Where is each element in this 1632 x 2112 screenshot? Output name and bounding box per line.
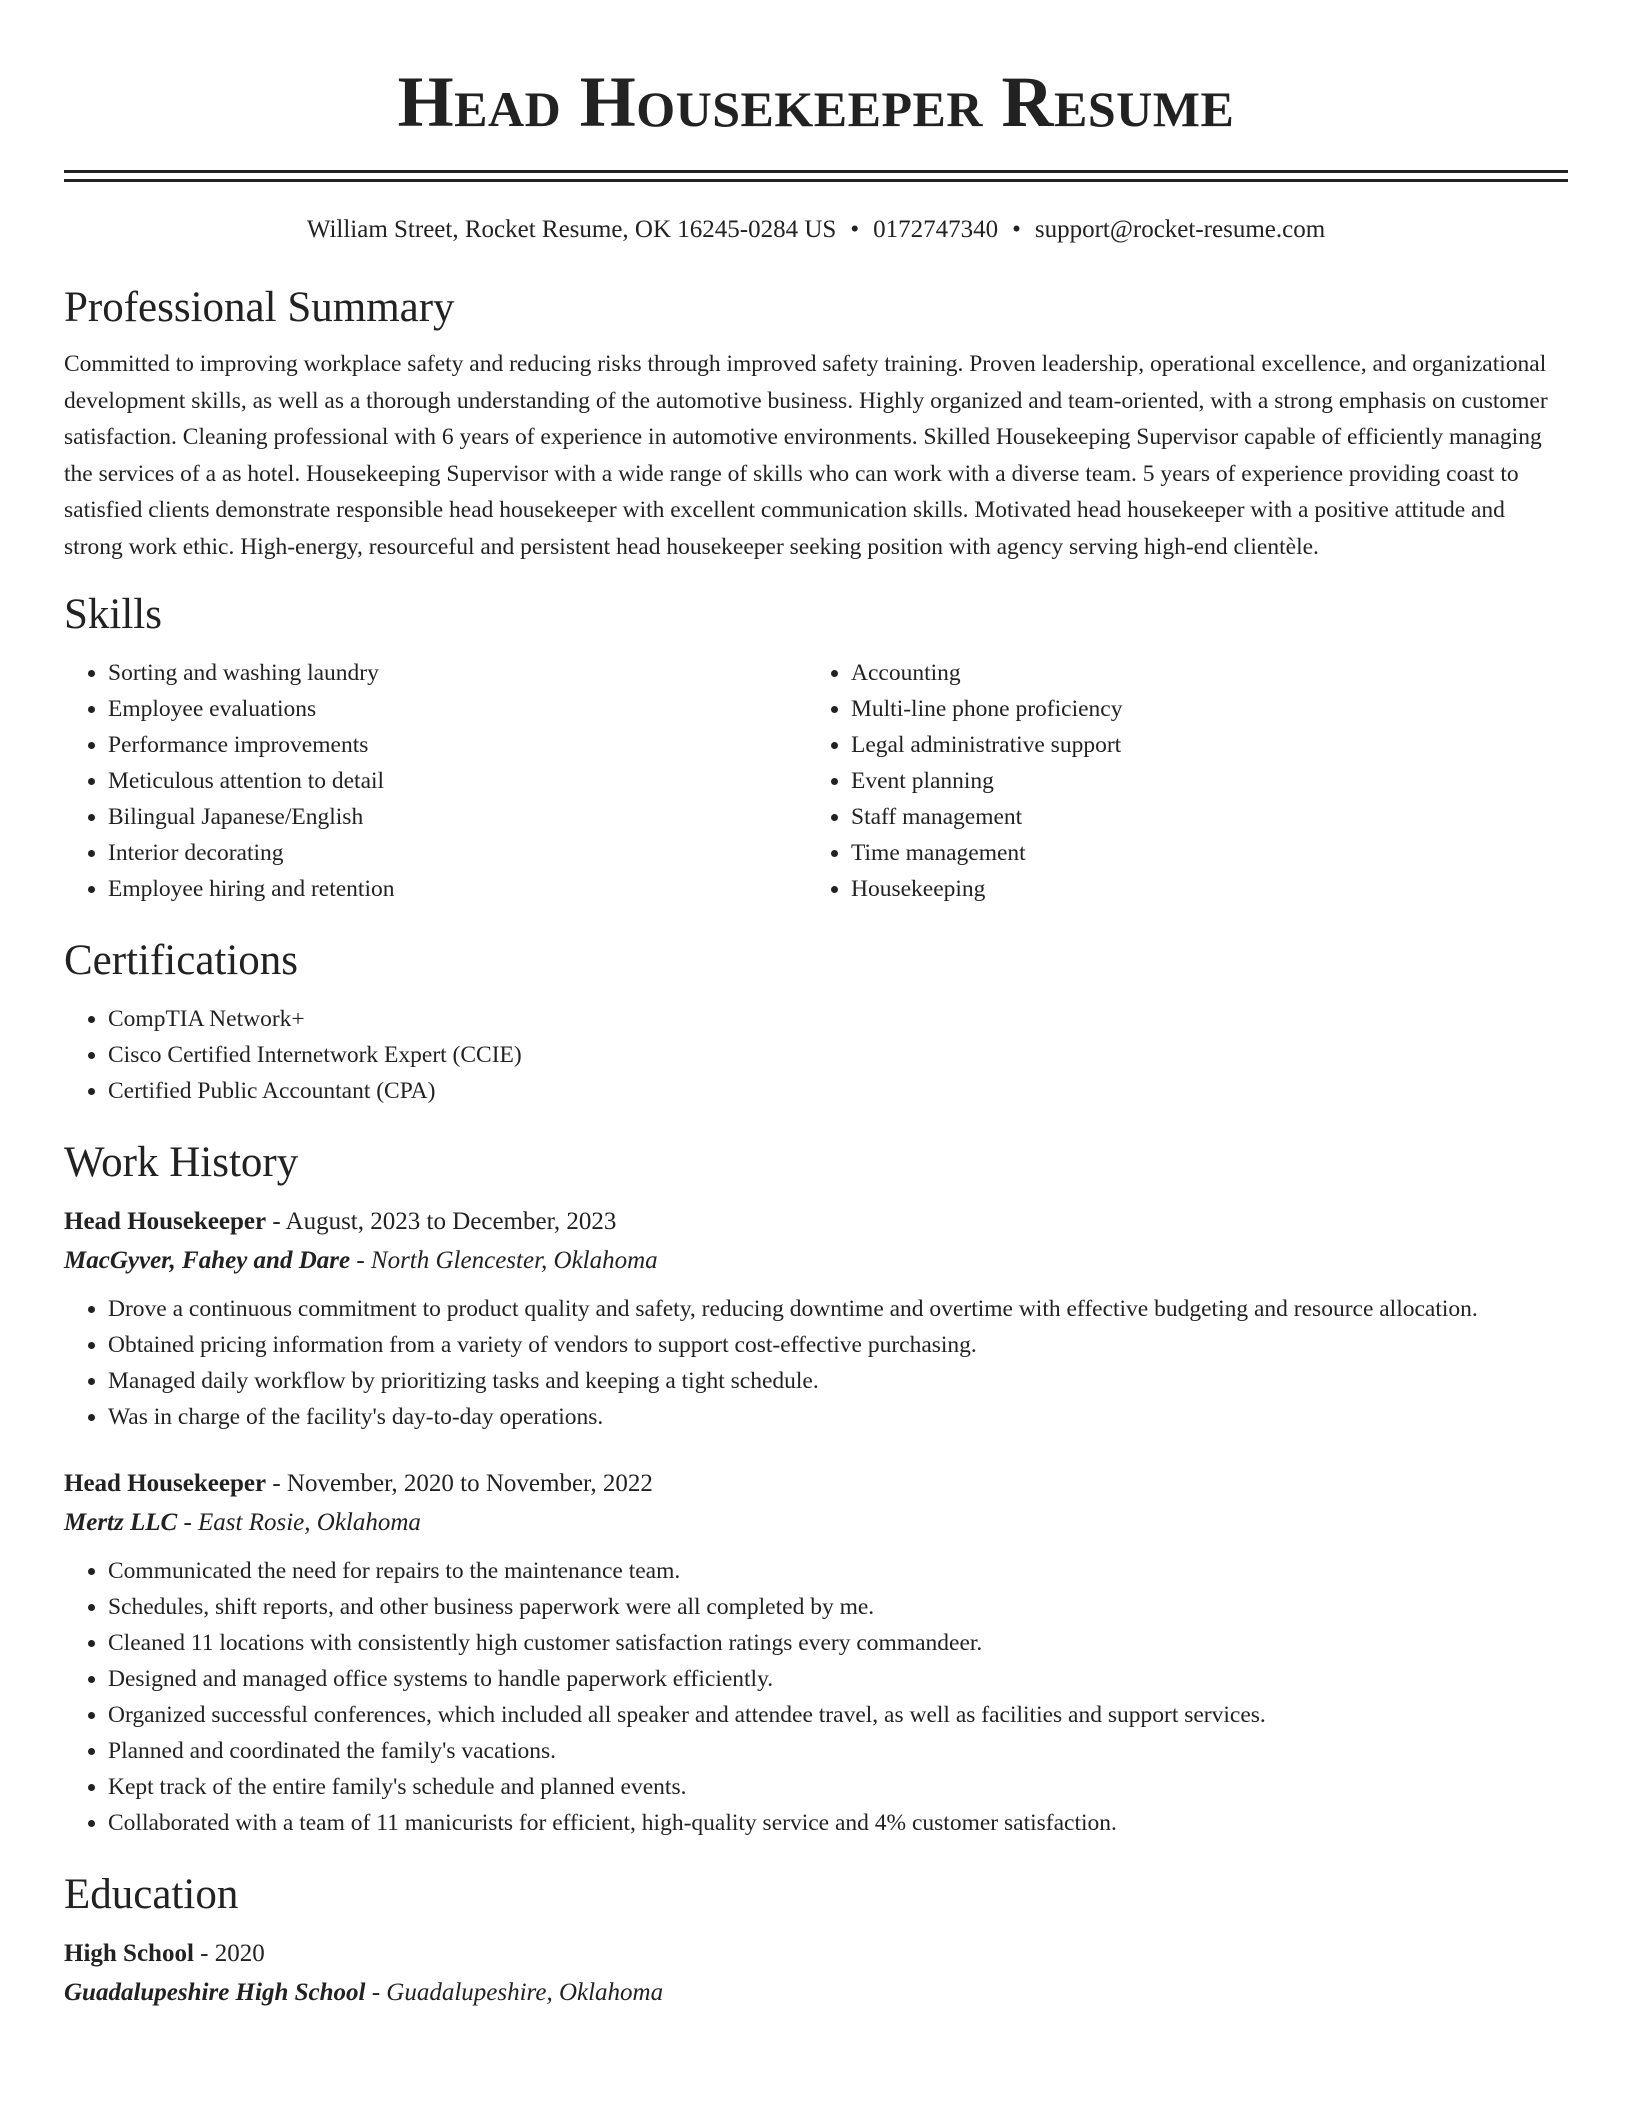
skill-item: • Staff management — [851, 799, 1550, 835]
job-bullet: • Schedules, shift reports, and other business paperwork were all completed by me. — [108, 1589, 1568, 1625]
skills-column-left — [64, 655, 807, 907]
education-section — [64, 1867, 1568, 2013]
skills-list-right — [807, 655, 1550, 907]
education-degree: High School — [64, 1940, 194, 1967]
job-company: MacGyver, Fahey and Dare — [64, 1247, 351, 1274]
education-school: Guadalupeshire High School — [64, 1979, 366, 2006]
job-bullet: • Obtained pricing information from a variety of vendors to support cost-effective purchasing. — [108, 1327, 1568, 1363]
job-bullet: • Cleaned 11 locations with consistently high customer satisfaction ratings every commandeer. — [108, 1625, 1568, 1661]
job-dates: - November, 2020 to November, 2022 — [266, 1470, 653, 1497]
skills-section — [64, 587, 1568, 907]
job-role: Head Housekeeper — [64, 1208, 267, 1235]
job-location: - North Glencester, Oklahoma — [350, 1247, 658, 1274]
job-company-line — [64, 1241, 1568, 1281]
work-history-heading: Work History — [64, 1139, 299, 1186]
job-company: Mertz LLC — [64, 1509, 178, 1536]
skill-item: • Time management — [851, 835, 1550, 871]
job-bullet: • Kept track of the entire family's schedule and planned events. — [108, 1769, 1568, 1805]
certification-item: • CompTIA Network+ — [108, 1001, 1568, 1037]
job-dates: - August, 2023 to December, 2023 — [266, 1208, 617, 1235]
skill-item: • Bilingual Japanese/English — [108, 799, 807, 835]
job-entry — [64, 1465, 1568, 1841]
job-bullet: • Was in charge of the facility's day-to-day operations. — [108, 1399, 1568, 1435]
summary-text: Committed to improving workplace safety and reducing risks through improved safety training. Proven leadership, operational excellence, and organizational development skills, as well as a thorough understanding of the automotive business. Highly organized and team-oriented, with a strong emphasis on customer satisfaction. Cleaning professional with 6 years of experience in automotive environments. Skilled Housekeeping Supervisor capable of efficiently managing the services of a as hotel. Housekeeping Supervisor with a wide range of skills who can work with a diverse team. 5 years of experience providing coast to satisfied clients demonstrate responsible head housekeeper with excellent communication skills. Motivated head housekeeper with a positive attitude and strong work ethic. High-energy, resourceful and persistent head housekeeper seeking position with agency serving high-end clientèle. — [64, 351, 1548, 560]
certifications-list — [64, 1001, 1568, 1109]
skill-item: • Employee hiring and retention — [108, 871, 807, 907]
contact-email: support@rocket-resume.com — [1034, 216, 1326, 243]
summary-heading: Professional Summary — [64, 284, 455, 331]
education-degree-line — [64, 1935, 1568, 1973]
job-bullet: • Designed and managed office systems to handle paperwork efficiently. — [108, 1661, 1568, 1697]
work-history-section — [64, 1135, 1568, 1841]
job-bullet: • Planned and coordinated the family's vacations. — [108, 1733, 1568, 1769]
job-title-line — [64, 1465, 1568, 1503]
certifications-heading: Certifications — [64, 937, 299, 984]
skills-column-right — [807, 655, 1550, 907]
skill-item: • Meticulous attention to detail — [108, 763, 807, 799]
skills-grid — [64, 655, 1568, 907]
contact-line — [64, 212, 1568, 248]
skill-item: • Event planning — [851, 763, 1550, 799]
skill-item: • Accounting — [851, 655, 1550, 691]
skill-item: • Employee evaluations — [108, 691, 807, 727]
contact-separator: • — [1012, 216, 1021, 243]
skill-item: • Performance improvements — [108, 727, 807, 763]
job-role: Head Housekeeper — [64, 1470, 267, 1497]
skill-item: • Interior decorating — [108, 835, 807, 871]
certification-item: • Cisco Certified Internetwork Expert (CCIE) — [108, 1037, 1568, 1073]
job-bullet: • Drove a continuous commitment to product quality and safety, reducing downtime and overtime with effective budgeting and resource allocation. — [108, 1291, 1568, 1327]
certification-item: • Certified Public Accountant (CPA) — [108, 1073, 1568, 1109]
job-bullet: • Managed daily workflow by prioritizing tasks and keeping a tight schedule. — [108, 1363, 1568, 1399]
summary-section — [64, 280, 1568, 565]
job-bullet: • Collaborated with a team of 11 manicurists for efficient, high-quality service and 4% customer satisfaction. — [108, 1805, 1568, 1841]
education-year: - 2020 — [193, 1940, 265, 1967]
contact-separator: • — [850, 216, 860, 243]
skill-item: • Legal administrative support — [851, 727, 1550, 763]
job-title-line — [64, 1203, 1568, 1241]
skills-list-left — [64, 655, 807, 907]
contact-address: William Street, Rocket Resume, OK 16245-0284 US — [306, 216, 837, 243]
education-school-line — [64, 1973, 1568, 2013]
contact-phone: 0172747340 — [873, 216, 999, 243]
job-location: - East Rosie, Oklahoma — [177, 1509, 421, 1536]
education-heading: Education — [64, 1871, 239, 1918]
education-location: - Guadalupeshire, Oklahoma — [365, 1979, 664, 2006]
certifications-section — [64, 933, 1568, 1109]
title-divider — [64, 170, 1568, 182]
job-bullets — [64, 1553, 1568, 1841]
skill-item: • Multi-line phone proficiency — [851, 691, 1550, 727]
job-bullet: • Organized successful conferences, which included all speaker and attendee travel, as well as facilities and support services. — [108, 1697, 1568, 1733]
education-entry — [64, 1935, 1568, 2013]
skill-item: • Housekeeping — [851, 871, 1550, 907]
resume-title: Head Housekeeper Resume — [397, 62, 1235, 142]
job-bullets — [64, 1291, 1568, 1435]
job-bullet: • Communicated the need for repairs to the maintenance team. — [108, 1553, 1568, 1589]
skills-heading: Skills — [64, 591, 162, 638]
job-entry — [64, 1203, 1568, 1435]
skill-item: • Sorting and washing laundry — [108, 655, 807, 691]
job-company-line — [64, 1503, 1568, 1543]
